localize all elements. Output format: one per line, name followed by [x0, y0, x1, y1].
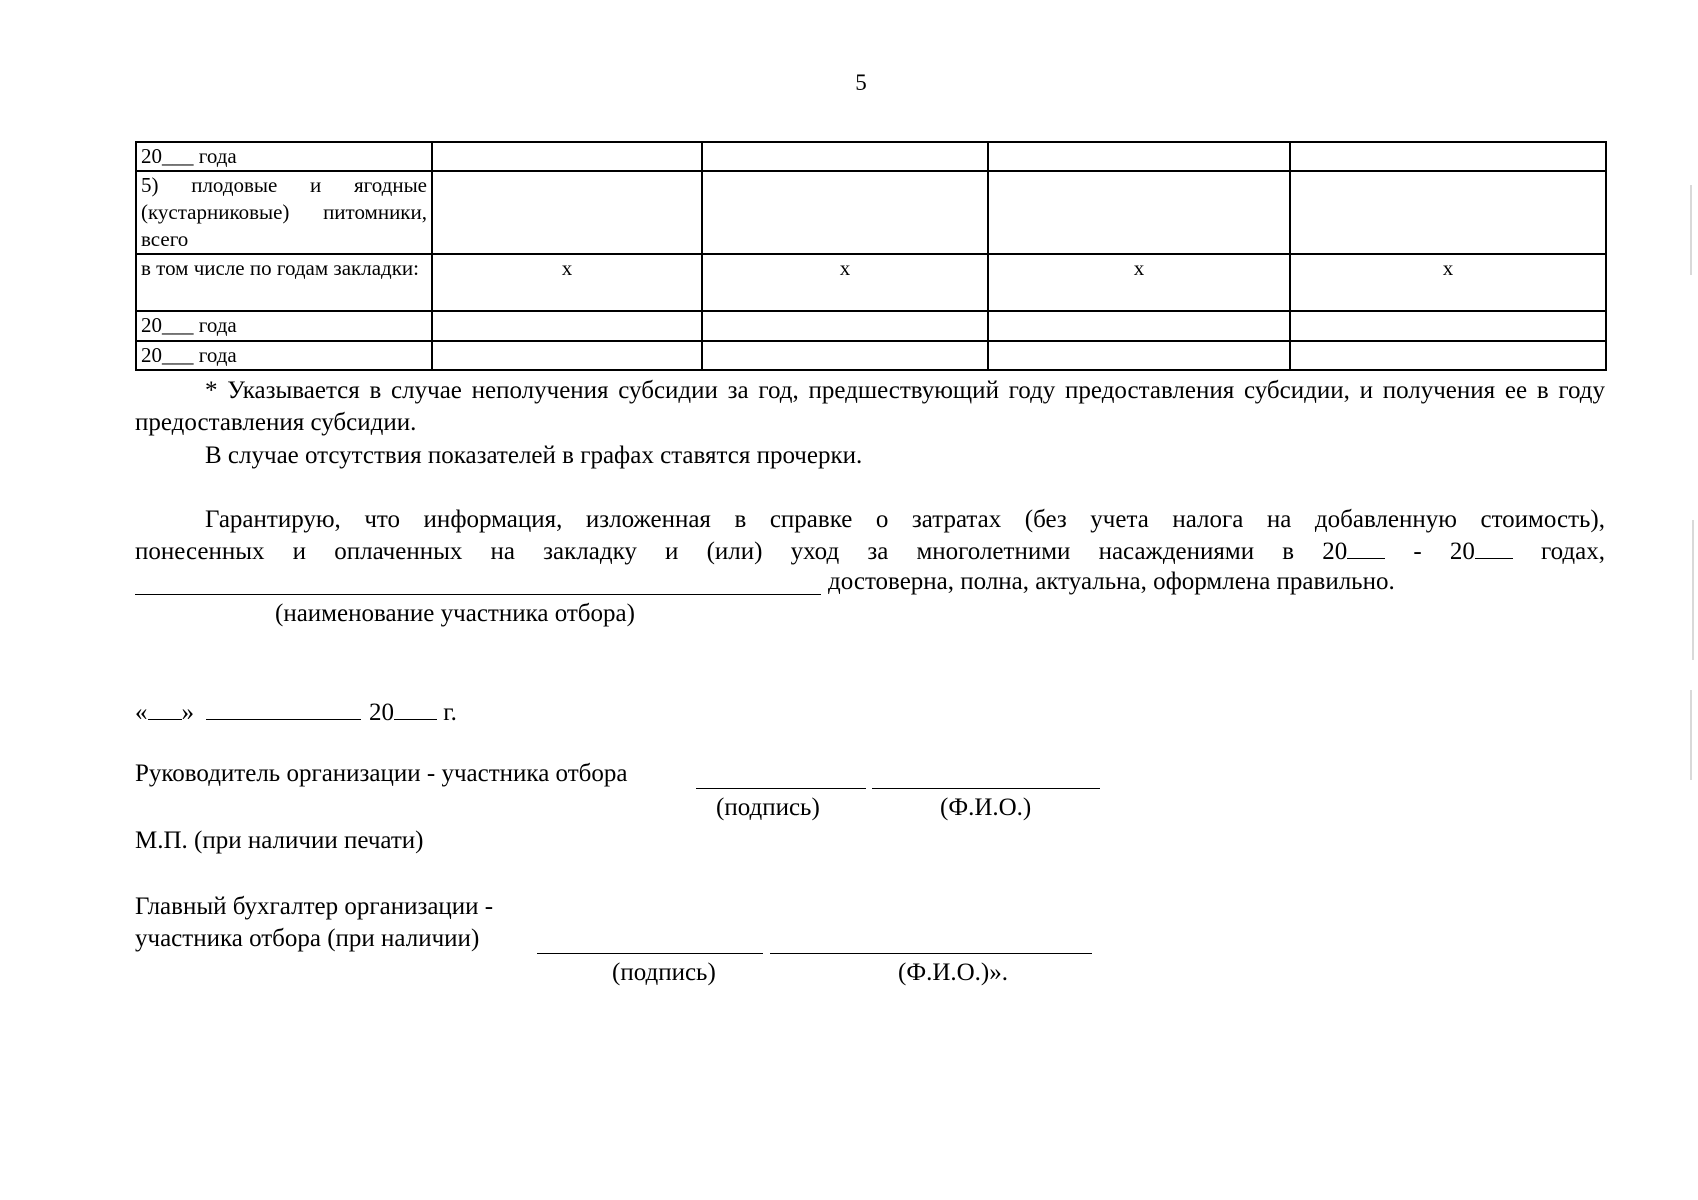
- quote-close: »: [181, 699, 194, 726]
- guarantee-year-sep: - 20: [1385, 538, 1475, 565]
- day-blank: [148, 697, 182, 720]
- year-prefix: 20: [369, 699, 394, 726]
- row-label: 20___ года: [136, 142, 432, 171]
- year-blank: [394, 697, 437, 720]
- table-cell: [432, 341, 702, 370]
- accountant-label-line-2: участника отбора (при наличии): [135, 925, 480, 952]
- table-cell: [702, 142, 988, 171]
- scan-edge-mark: [1690, 690, 1692, 780]
- guarantee-line-1: Гарантирую, что информация, изложенная в справке о затратах (без учета налога на добавленную стоимость),: [205, 506, 1605, 533]
- row-label: 20___ года: [136, 341, 432, 370]
- accountant-name-caption: (Ф.И.О.)».: [898, 959, 1009, 986]
- guarantee-end: годах,: [1512, 538, 1605, 565]
- table-cell: [1290, 311, 1606, 341]
- head-signature-caption: (подпись): [716, 794, 820, 821]
- table-cell: x: [988, 254, 1290, 311]
- year-suffix: г.: [437, 699, 457, 726]
- table-row: [136, 142, 1606, 171]
- accountant-signature-caption: (подпись): [612, 959, 716, 986]
- year-blank: [1475, 536, 1513, 559]
- table-row: [136, 254, 1606, 311]
- table-row: [136, 171, 1606, 254]
- row-label: в том числе по годам закладки:: [136, 254, 432, 311]
- scan-edge-mark: [1692, 520, 1694, 660]
- quote-open: «: [135, 699, 148, 726]
- table-cell: [988, 341, 1290, 370]
- guarantee-line-3: достоверна, полна, актуальна, оформлена правильно.: [828, 568, 1395, 595]
- table-cell: [1290, 142, 1606, 171]
- participant-name-line: [135, 594, 821, 595]
- table-cell: [432, 171, 702, 254]
- table-cell: [702, 311, 988, 341]
- table-cell: x: [432, 254, 702, 311]
- table-cell: [988, 311, 1290, 341]
- accountant-label-line-1: Главный бухгалтер организации -: [135, 893, 494, 920]
- date-line: [135, 697, 457, 727]
- scan-edge-mark: [1690, 185, 1692, 275]
- table-row: [136, 311, 1606, 341]
- accountant-signature-line: [537, 953, 763, 954]
- table-cell: [432, 311, 702, 341]
- footnote-text: * Указывается в случае неполучения субсидии за год, предшествующий году предоставления субсидии, и получения ее в году предоставления субсидии.: [135, 377, 1605, 436]
- table-cell: [432, 142, 702, 171]
- table-cell: [702, 171, 988, 254]
- costs-table: [135, 141, 1607, 371]
- accountant-name-line: [770, 953, 1092, 954]
- dashes-note: В случае отсутствия показателей в графах ставятся прочерки.: [205, 442, 863, 469]
- head-name-line: [872, 788, 1100, 789]
- table-cell: [702, 341, 988, 370]
- table-cell: [1290, 171, 1606, 254]
- guarantee-line-2: [135, 536, 1605, 568]
- stamp-note: М.П. (при наличии печати): [135, 827, 424, 854]
- head-label: Руководитель организации - участника отбора: [135, 760, 628, 787]
- table-cell: x: [702, 254, 988, 311]
- table-cell: [1290, 341, 1606, 370]
- month-blank: [206, 697, 361, 720]
- table-cell: x: [1290, 254, 1606, 311]
- table-row: [136, 341, 1606, 370]
- year-blank: [1347, 536, 1385, 559]
- head-name-caption: (Ф.И.О.): [940, 794, 1032, 821]
- page-number: 5: [855, 70, 867, 95]
- row-label: 5) плодовые и ягодные (кустарниковые) питомники, всего: [136, 171, 432, 254]
- guarantee-text: понесенных и оплаченных на закладку и (или) уход за многолетними насаждениями в 20: [135, 538, 1348, 565]
- head-signature-line: [696, 788, 866, 789]
- table-cell: [988, 142, 1290, 171]
- table-cell: [988, 171, 1290, 254]
- row-label: 20___ года: [136, 311, 432, 341]
- participant-caption: (наименование участника отбора): [275, 600, 635, 627]
